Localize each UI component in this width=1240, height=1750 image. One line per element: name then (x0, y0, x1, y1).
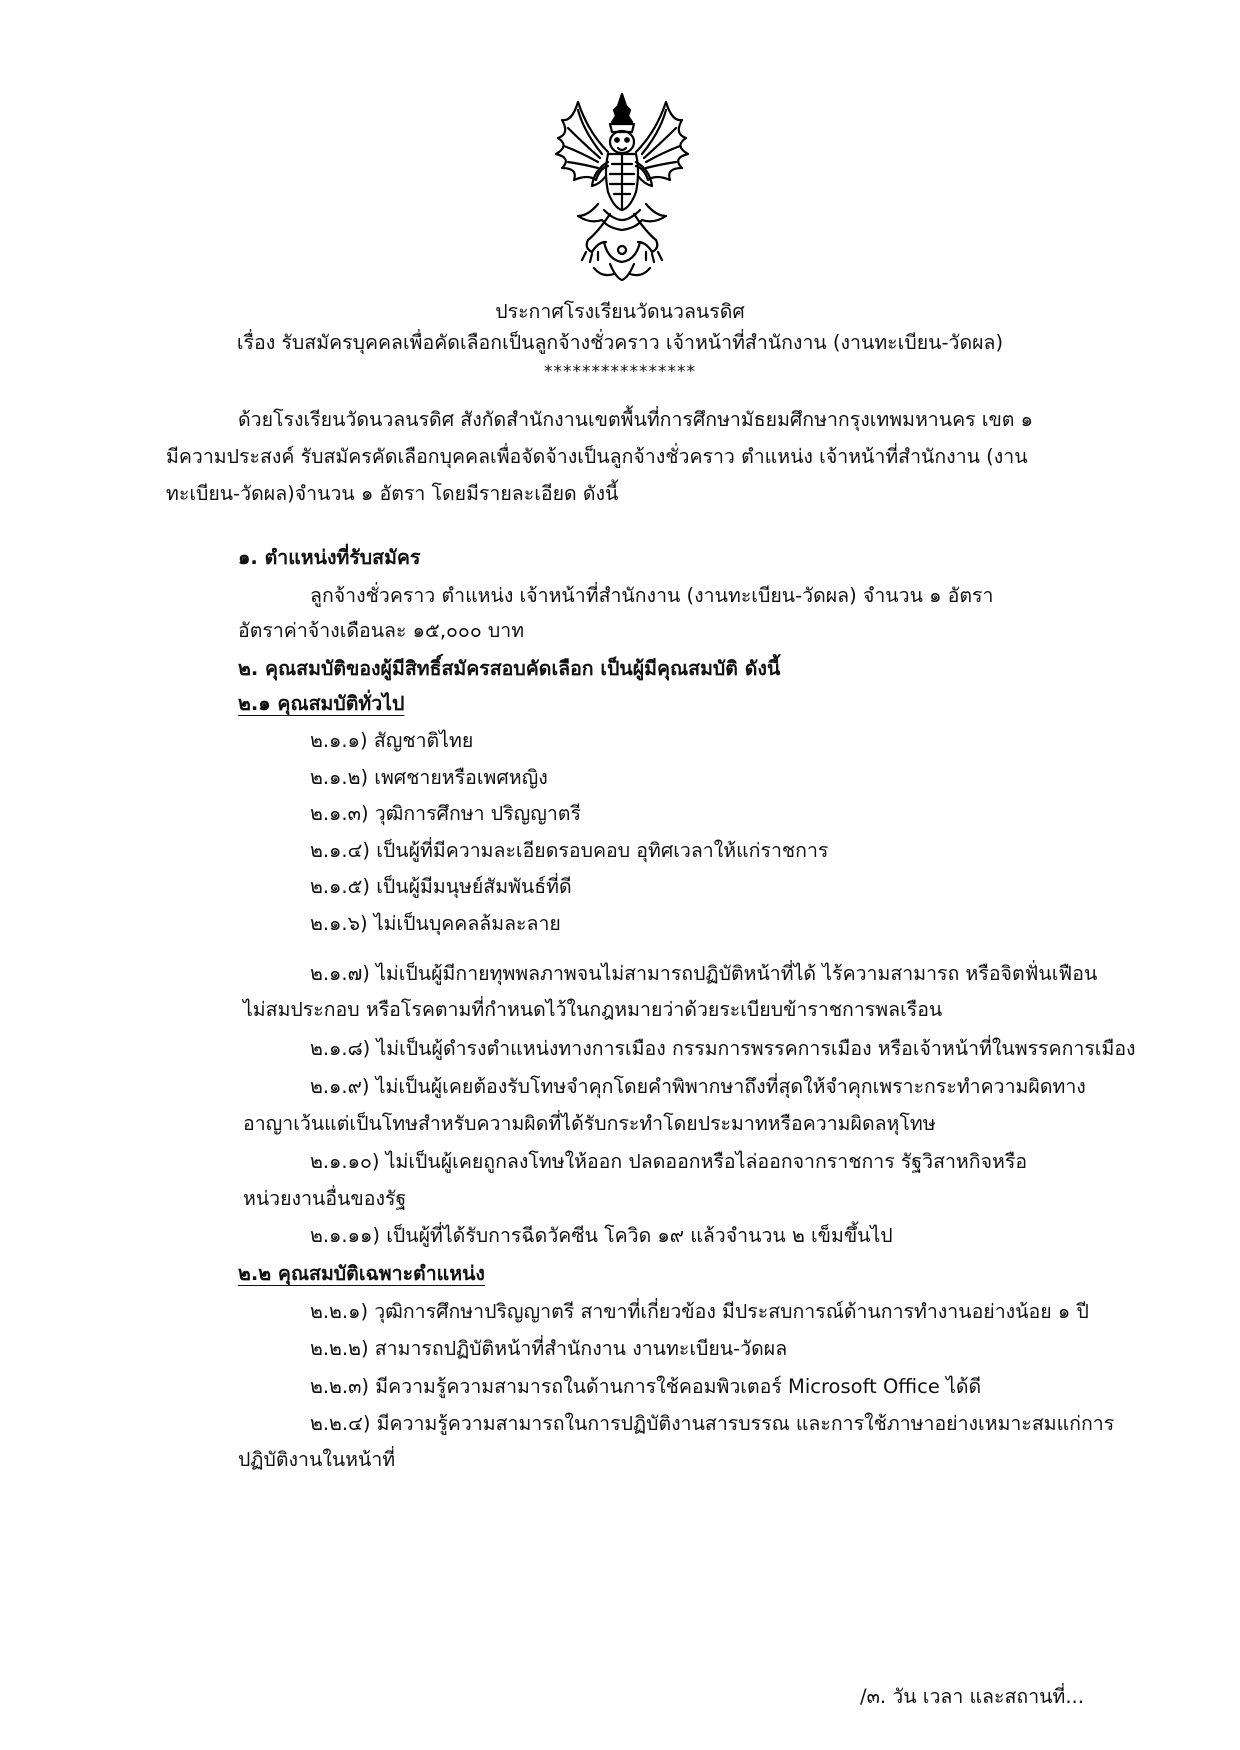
announcement-title: ประกาศโรงเรียนวัดนวลนรดิศ (495, 300, 745, 323)
specific-qualification-item: ๒.๒.๒) สามารถปฏิบัติหน้าที่สำนักงาน งานทะเบียน-วัดผล (310, 1337, 788, 1360)
qualification-item-continuation: อาญาเว้นแต่เป็นโทษสำหรับความผิดที่ได้รับกระทำโดยประมาทหรือความผิดลหุโทษ (243, 1112, 936, 1135)
qualification-item: ๒.๑.๓) วุฒิการศึกษา ปริญญาตรี (310, 802, 581, 825)
section-1-line: อัตราค่าจ้างเดือนละ ๑๕,๐๐๐ บาท (238, 619, 525, 642)
qualification-item: ๒.๑.๑๑) เป็นผู้ที่ได้รับการฉีดวัคซีน โควิด ๑๙ แล้วจำนวน ๒ เข็มขึ้นไป (310, 1224, 893, 1247)
qualification-item: ๒.๑.๘) ไม่เป็นผู้ดำรงตำแหน่งทางการเมือง กรรมการพรรคการเมือง หรือเจ้าหน้าที่ในพรรคการเมือง (310, 1037, 1136, 1060)
qualification-item-continuation: ไม่สมประกอบ หรือโรคตามที่กำหนดไว้ในกฎหมายว่าด้วยระเบียบข้าราชการพลเรือน (243, 998, 943, 1021)
announcement-subject: เรื่อง รับสมัครบุคคลเพื่อคัดเลือกเป็นลูกจ้างชั่วคราว เจ้าหน้าที่สำนักงาน (งานทะเบียน-วัดผล) (236, 331, 1004, 354)
qualification-item: ๒.๑.๒) เพศชายหรือเพศหญิง (310, 766, 548, 789)
garuda-emblem-icon (548, 92, 696, 284)
specific-qualification-item: ๒.๒.๓) มีความรู้ความสามารถในด้านการใช้คอมพิวเตอร์ Microsoft Office ได้ดี (310, 1375, 982, 1398)
intro-line: มีความประสงค์ รับสมัครคัดเลือกบุคคลเพื่อจัดจ้างเป็นลูกจ้างชั่วคราว ตำแหน่ง เจ้าหน้าที่สำนักงาน (งาน (166, 445, 1028, 468)
specific-qualifications-heading: ๒.๒ คุณสมบัติเฉพาะตำแหน่ง (238, 1262, 485, 1285)
section-2-heading: ๒. คุณสมบัติของผู้มีสิทธิ์สมัครสอบคัดเลือก เป็นผู้มีคุณสมบัติ ดังนี้ (238, 657, 781, 680)
qualification-item: ๒.๑.๕) เป็นผู้มีมนุษย์สัมพันธ์ที่ดี (310, 875, 572, 898)
specific-qualification-item: ๒.๒.๑) วุฒิการศึกษาปริญญาตรี สาขาที่เกี่ยวข้อง มีประสบการณ์ด้านการทำงานอย่างน้อย ๑ ปี (310, 1300, 1089, 1323)
qualification-item: ๒.๑.๗) ไม่เป็นผู้มีกายทุพพลภาพจนไม่สามารถปฏิบัติหน้าที่ได้ ไร้ความสามารถ หรือจิตฟั่นเฟือน (310, 962, 1098, 985)
intro-line: ด้วยโรงเรียนวัดนวลนรดิศ สังกัดสำนักงานเขตพื้นที่การศึกษามัธยมศึกษากรุงเทพมหานคร เขต ๑ (238, 408, 1034, 431)
qualification-item: ๒.๑.๑) สัญชาติไทย (310, 729, 474, 752)
qualification-item: ๒.๑.๔) เป็นผู้ที่มีความละเอียดรอบคอบ อุทิศเวลาให้แก่ราชการ (310, 839, 829, 862)
section-1-line: ลูกจ้างชั่วคราว ตำแหน่ง เจ้าหน้าที่สำนักงาน (งานทะเบียน-วัดผล) จำนวน ๑ อัตรา (310, 584, 994, 607)
general-qualifications-heading: ๒.๑ คุณสมบัติทั่วไป (238, 692, 405, 715)
page-continuation-note: /๓. วัน เวลา และสถานที่... (860, 1685, 1084, 1708)
intro-line: ทะเบียน-วัดผล)จำนวน ๑ อัตรา โดยมีรายละเอียด ดังนี้ (166, 482, 619, 505)
specific-qualification-continuation: ปฏิบัติงานในหน้าที่ (238, 1448, 396, 1471)
qualification-item: ๒.๑.๖) ไม่เป็นบุคคลล้มละลาย (310, 912, 561, 935)
title-separator: **************** (544, 362, 696, 382)
qualification-item: ๒.๑.๑๐) ไม่เป็นผู้เคยถูกลงโทษให้ออก ปลดออกหรือไล่ออกจากราชการ รัฐวิสาหกิจหรือ (310, 1150, 1028, 1173)
qualification-item-continuation: หน่วยงานอื่นของรัฐ (243, 1187, 407, 1210)
qualification-item: ๒.๑.๙) ไม่เป็นผู้เคยต้องรับโทษจำคุกโดยคำพิพากษาถึงที่สุดให้จำคุกเพราะกระทำความผิดทาง (310, 1075, 1086, 1098)
section-1-heading: ๑. ตำแหน่งที่รับสมัคร (238, 546, 421, 569)
specific-qualification-item: ๒.๒.๔) มีความรู้ความสามารถในการปฏิบัติงานสารบรรณ และการใช้ภาษาอย่างเหมาะสมแก่การ (310, 1412, 1115, 1435)
